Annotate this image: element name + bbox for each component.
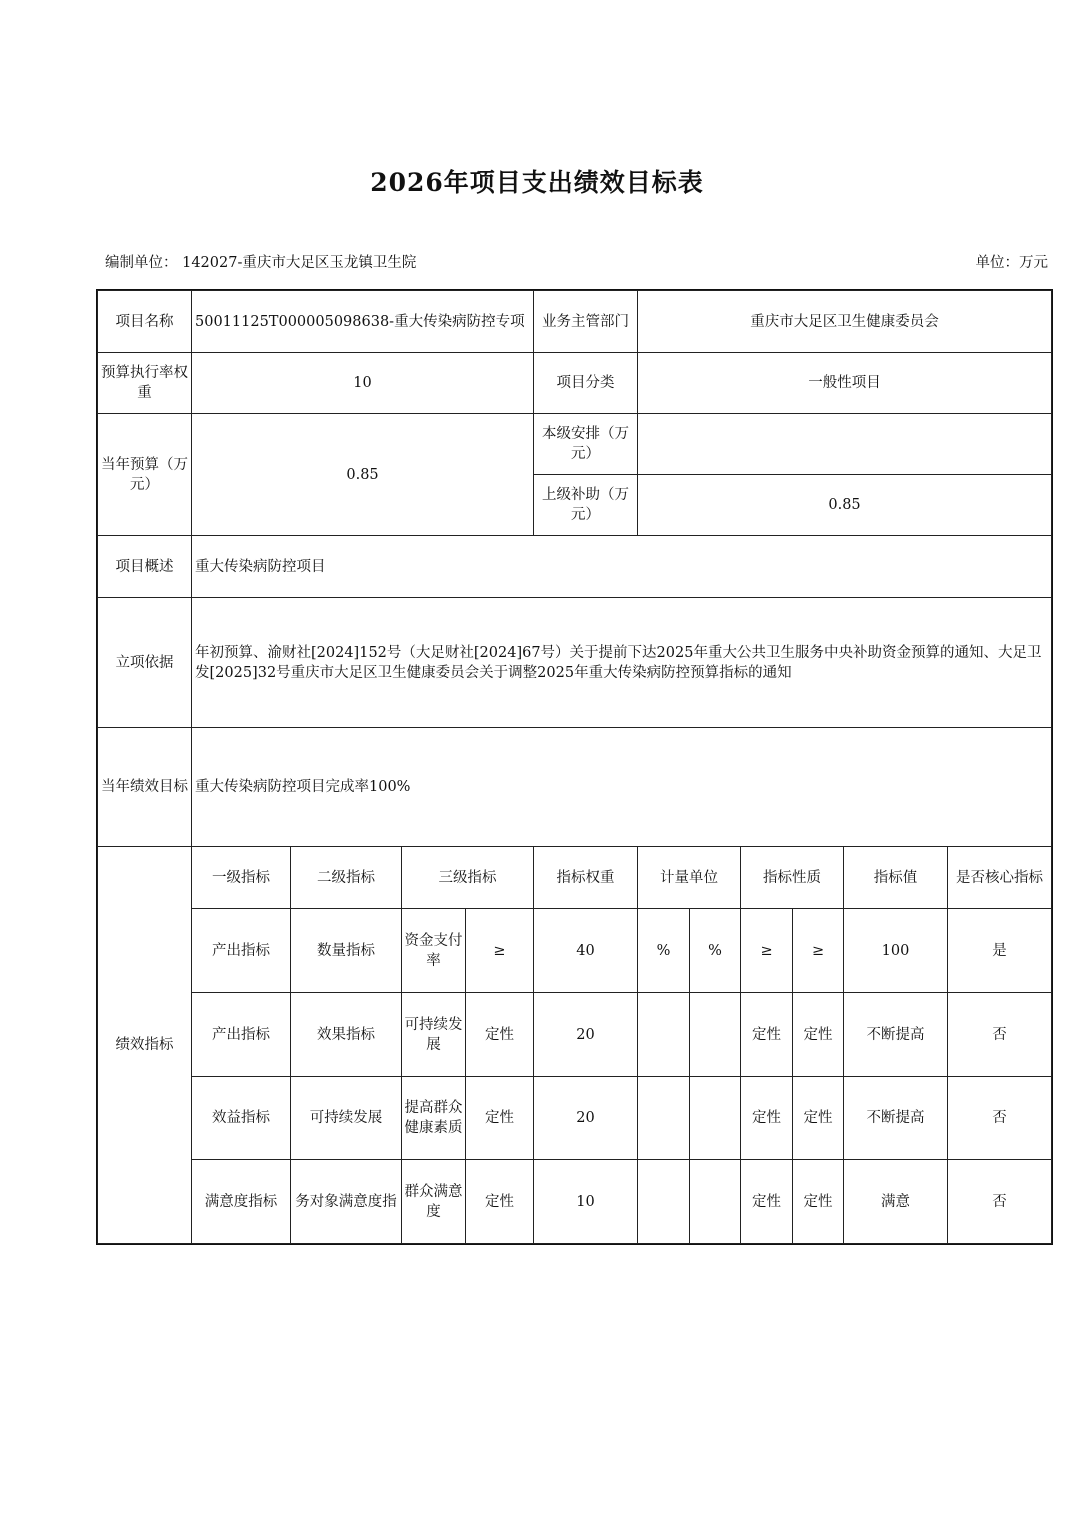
nature-cell: 定性 xyxy=(741,1160,793,1244)
weight-cell: 20 xyxy=(534,993,638,1077)
org-label: 编制单位： xyxy=(105,255,178,271)
unit-cell xyxy=(638,1077,690,1160)
level2-cell: 务对象满意度指 xyxy=(291,1160,402,1244)
org-line xyxy=(105,251,416,272)
upper-label: 上级补助（万元） xyxy=(534,475,638,536)
operator-cell: 定性 xyxy=(466,993,534,1077)
project-name-label: 项目名称 xyxy=(98,291,192,353)
weight-cell: 40 xyxy=(534,909,638,993)
header-value: 指标值 xyxy=(844,847,948,909)
budget-label: 当年预算（万元） xyxy=(98,414,192,536)
operator-cell: ≥ xyxy=(466,909,534,993)
unit-cell-2 xyxy=(690,1160,741,1244)
level2-cell: 效果指标 xyxy=(291,993,402,1077)
core-cell: 否 xyxy=(948,1160,1052,1244)
unit-cell-2 xyxy=(690,1077,741,1160)
table-row xyxy=(98,1077,1052,1160)
unit-cell xyxy=(638,1160,690,1244)
budget-value: 0.85 xyxy=(192,414,534,536)
org-value: 142027-重庆市大足区玉龙镇卫生院 xyxy=(182,255,417,271)
nature-cell: 定性 xyxy=(741,993,793,1077)
basis-label: 立项依据 xyxy=(98,598,192,728)
unit-label: 单位：万元 xyxy=(975,255,1048,271)
level3-cell: 可持续发展 xyxy=(402,993,466,1077)
level1-cell: 满意度指标 xyxy=(192,1160,291,1244)
value-cell: 100 xyxy=(844,909,948,993)
nature-cell-2: 定性 xyxy=(793,1077,844,1160)
unit-cell: % xyxy=(638,909,690,993)
unit-cell-2: % xyxy=(690,909,741,993)
level3-cell: 群众满意度 xyxy=(402,1160,466,1244)
row-overview xyxy=(98,536,1052,598)
header-level2: 二级指标 xyxy=(291,847,402,909)
row-goal xyxy=(98,728,1052,847)
overview-label: 项目概述 xyxy=(98,536,192,598)
level2-cell: 数量指标 xyxy=(291,909,402,993)
indicator-section-label: 绩效指标 xyxy=(98,847,192,1244)
dept-label: 业务主管部门 xyxy=(534,291,638,353)
project-name-value: 50011125T000005098638-重大传染病防控专项 xyxy=(192,291,534,353)
unit-cell-2 xyxy=(690,993,741,1077)
basis-value: 年初预算、渝财社[2024]152号（大足财社[2024]67号）关于提前下达2025年重大公共卫生服务中央补助资金预算的通知、大足卫发[2025]32号重庆市大足区卫生健康委员会关于调整2025年重大传染病防控预算指标的通知 xyxy=(192,598,1052,728)
category-value: 一般性项目 xyxy=(638,353,1052,414)
row-basis xyxy=(98,598,1052,728)
level1-cell: 产出指标 xyxy=(192,993,291,1077)
table-row xyxy=(98,909,1052,993)
level2-cell: 可持续发展 xyxy=(291,1077,402,1160)
table-row xyxy=(98,993,1052,1077)
nature-cell: 定性 xyxy=(741,1077,793,1160)
row-exec-weight xyxy=(98,353,1052,414)
table-row xyxy=(98,1160,1052,1244)
row-project-name xyxy=(98,291,1052,353)
operator-cell: 定性 xyxy=(466,1077,534,1160)
goal-value: 重大传染病防控项目完成率100% xyxy=(192,728,1052,847)
overview-value: 重大传染病防控项目 xyxy=(192,536,1052,598)
performance-table xyxy=(97,290,1052,1244)
category-label: 项目分类 xyxy=(534,353,638,414)
value-cell: 满意 xyxy=(844,1160,948,1244)
operator-cell: 定性 xyxy=(466,1160,534,1244)
header-unit: 计量单位 xyxy=(638,847,741,909)
core-cell: 否 xyxy=(948,993,1052,1077)
local-value xyxy=(638,414,1052,475)
value-cell: 不断提高 xyxy=(844,1077,948,1160)
core-cell: 否 xyxy=(948,1077,1052,1160)
weight-cell: 10 xyxy=(534,1160,638,1244)
goal-label: 当年绩效目标 xyxy=(98,728,192,847)
dept-value: 重庆市大足区卫生健康委员会 xyxy=(638,291,1052,353)
value-cell: 不断提高 xyxy=(844,993,948,1077)
header-level3: 三级指标 xyxy=(402,847,534,909)
header-nature: 指标性质 xyxy=(741,847,844,909)
local-label: 本级安排（万元） xyxy=(534,414,638,475)
page-title: 2026年项目支出绩效目标表 xyxy=(370,168,704,197)
level1-cell: 产出指标 xyxy=(192,909,291,993)
nature-cell-2: ≥ xyxy=(793,909,844,993)
level3-cell: 提高群众健康素质 xyxy=(402,1077,466,1160)
header-core: 是否核心指标 xyxy=(948,847,1052,909)
header-weight: 指标权重 xyxy=(534,847,638,909)
exec-weight-value: 10 xyxy=(192,353,534,414)
indicator-header-row xyxy=(98,847,1052,909)
level1-cell: 效益指标 xyxy=(192,1077,291,1160)
core-cell: 是 xyxy=(948,909,1052,993)
nature-cell-2: 定性 xyxy=(793,1160,844,1244)
header-level1: 一级指标 xyxy=(192,847,291,909)
nature-cell: ≥ xyxy=(741,909,793,993)
upper-value: 0.85 xyxy=(638,475,1052,536)
level3-cell: 资金支付率 xyxy=(402,909,466,993)
row-local-budget xyxy=(98,414,1052,475)
nature-cell-2: 定性 xyxy=(793,993,844,1077)
unit-cell xyxy=(638,993,690,1077)
weight-cell: 20 xyxy=(534,1077,638,1160)
exec-weight-label: 预算执行率权重 xyxy=(98,353,192,414)
